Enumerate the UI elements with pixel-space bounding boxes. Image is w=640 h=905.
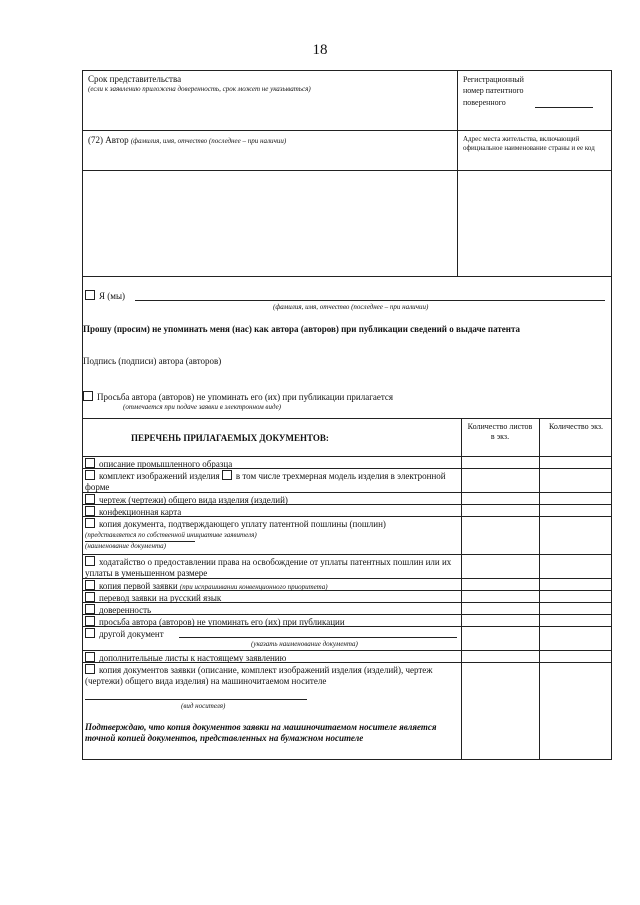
- doc-note-medium: (вид носителя): [181, 702, 226, 710]
- attached-request-checkbox[interactable]: [83, 391, 93, 401]
- doc-label-description: описание промышленного образца: [99, 459, 233, 469]
- doc-note-fee-document-name: (наименование документа): [85, 542, 166, 550]
- doc-label-first-application: копия первой заявки: [99, 581, 178, 591]
- other-document-field[interactable]: [179, 637, 457, 638]
- doc-checkbox-drawings[interactable]: [85, 494, 95, 504]
- doc-label-author-request: просьба автора (авторов) не упоминать его (их) при публикации: [99, 617, 345, 627]
- documents-header-row: [83, 419, 611, 457]
- doc-item-fee-payment: [83, 517, 611, 555]
- fio-note: (фамилия, имя, отчество (последнее – при наличии): [273, 303, 429, 311]
- author-label-note: (фамилия, имя, отчество (последнее – при наличии): [130, 137, 287, 145]
- doc-checkbox-confection-card[interactable]: [85, 506, 95, 516]
- nondisclosure-block: [83, 277, 611, 419]
- col-sheets-header: Количество листов в экз.: [467, 422, 533, 441]
- doc-label-images: комплект изображений изделия: [99, 471, 220, 481]
- term-note: (если к заявлению приложена доверенность, срок может не указываться): [88, 85, 311, 93]
- attached-request: Просьба автора (авторов) не упоминать его (их) при публикации прилагается: [97, 392, 394, 402]
- doc-checkbox-additional-sheets[interactable]: [85, 652, 95, 662]
- doc-checkbox-author-request[interactable]: [85, 616, 95, 626]
- doc-note-first-application: (при испрашивании конвенционного приоритета): [179, 583, 328, 591]
- page-number: 18: [312, 42, 328, 58]
- nondisclosure-checkbox[interactable]: [85, 290, 95, 300]
- registration-label-1: Регистрационный: [463, 75, 524, 84]
- medium-type-field[interactable]: [85, 699, 307, 700]
- documents-header: ПЕРЕЧЕНЬ ПРИЛАГАЕМЫХ ДОКУМЕНТОВ:: [131, 433, 329, 443]
- doc-item-machine-readable: [83, 663, 611, 759]
- registration-label-3: поверенного: [463, 98, 506, 107]
- doc-item-drawings: [83, 493, 611, 505]
- doc-label-other: другой документ: [99, 629, 164, 639]
- author-name-field[interactable]: [84, 172, 456, 276]
- doc-note-other: (указать наименование документа): [251, 640, 358, 648]
- doc-checkbox-description[interactable]: [85, 458, 95, 468]
- doc-checkbox-fee-payment[interactable]: [85, 518, 95, 528]
- doc-item-first-application: [83, 579, 611, 591]
- registration-label-2: номер патентного: [463, 86, 524, 95]
- doc-checkbox-machine-readable[interactable]: [85, 664, 95, 674]
- fio-field[interactable]: [135, 300, 605, 301]
- col-copies-header: Количество экз.: [548, 422, 604, 431]
- doc-checkbox-other[interactable]: [85, 628, 95, 638]
- doc-checkbox-3d-model[interactable]: [222, 470, 232, 480]
- doc-item-power-of-attorney: [83, 603, 611, 615]
- doc-item-additional-sheets: [83, 651, 611, 663]
- attached-note: (отмечается при подаче заявки в электронном виде): [123, 403, 282, 411]
- doc-checkbox-first-application[interactable]: [85, 580, 95, 590]
- doc-item-description: [83, 457, 611, 469]
- doc-label-fee-exemption: ходатайство о предоставлении права на освобождение от уплаты патентных пошлин или их уплаты в уменьшенном размере: [85, 557, 452, 578]
- doc-label-machine-readable: копия документов заявки (описание, комплект изображений изделия (изделий), чертеж (чертежи) общего вида изделия) на машиночитаемом носителе: [85, 665, 433, 686]
- confirm-text: Подтверждаю, что копия документов заявки на машиночитаемом носителе является точной копией документов, представленных на бумажном носителе: [85, 722, 437, 743]
- request-text: Прошу (просим) не упоминать меня (нас) как автора (авторов) при публикации сведений о выдаче патента: [83, 324, 520, 334]
- doc-label-3d-model: в том числе трехмерная модель изделия в электронной форме: [85, 471, 446, 492]
- doc-item-author-request: [83, 615, 611, 627]
- doc-checkbox-fee-exemption[interactable]: [85, 556, 95, 566]
- doc-label-drawings: чертеж (чертежи) общего вида изделия (изделий): [99, 495, 288, 505]
- doc-label-confection-card: конфекционная карта: [99, 507, 182, 517]
- doc-label-additional-sheets: дополнительные листы к настоящему заявлению: [99, 653, 287, 663]
- term-label: Срок представительства: [88, 74, 182, 84]
- doc-item-fee-exemption: [83, 555, 611, 579]
- doc-item-confection-card: [83, 505, 611, 517]
- author-label: (72) Автор: [88, 135, 129, 145]
- me-label: Я (мы): [99, 291, 125, 301]
- representation-row: [83, 71, 611, 131]
- author-address-field[interactable]: [459, 172, 611, 276]
- registration-number-field[interactable]: [535, 107, 593, 108]
- documents-table: [83, 419, 611, 759]
- address-label: Адрес места жительства, включающий официальное наименование страны и ее код: [463, 135, 595, 152]
- doc-note-fee-payment: (представляется по собственной инициативе заявителя): [85, 531, 257, 539]
- signature-label: Подпись (подписи) автора (авторов): [83, 356, 222, 366]
- doc-label-translation: перевод заявки на русский язык: [99, 593, 222, 603]
- doc-checkbox-power-of-attorney[interactable]: [85, 604, 95, 614]
- doc-item-translation: [83, 591, 611, 603]
- doc-label-fee-payment: копия документа, подтверждающего уплату патентной пошлины (пошлин): [99, 519, 386, 529]
- author-header-row: [83, 131, 611, 171]
- doc-item-images: [83, 469, 611, 493]
- doc-checkbox-images[interactable]: [85, 470, 95, 480]
- doc-checkbox-translation[interactable]: [85, 592, 95, 602]
- application-form: [82, 70, 612, 760]
- doc-label-power-of-attorney: доверенность: [99, 605, 152, 615]
- author-entry-row: [83, 171, 611, 277]
- doc-item-other: [83, 627, 611, 651]
